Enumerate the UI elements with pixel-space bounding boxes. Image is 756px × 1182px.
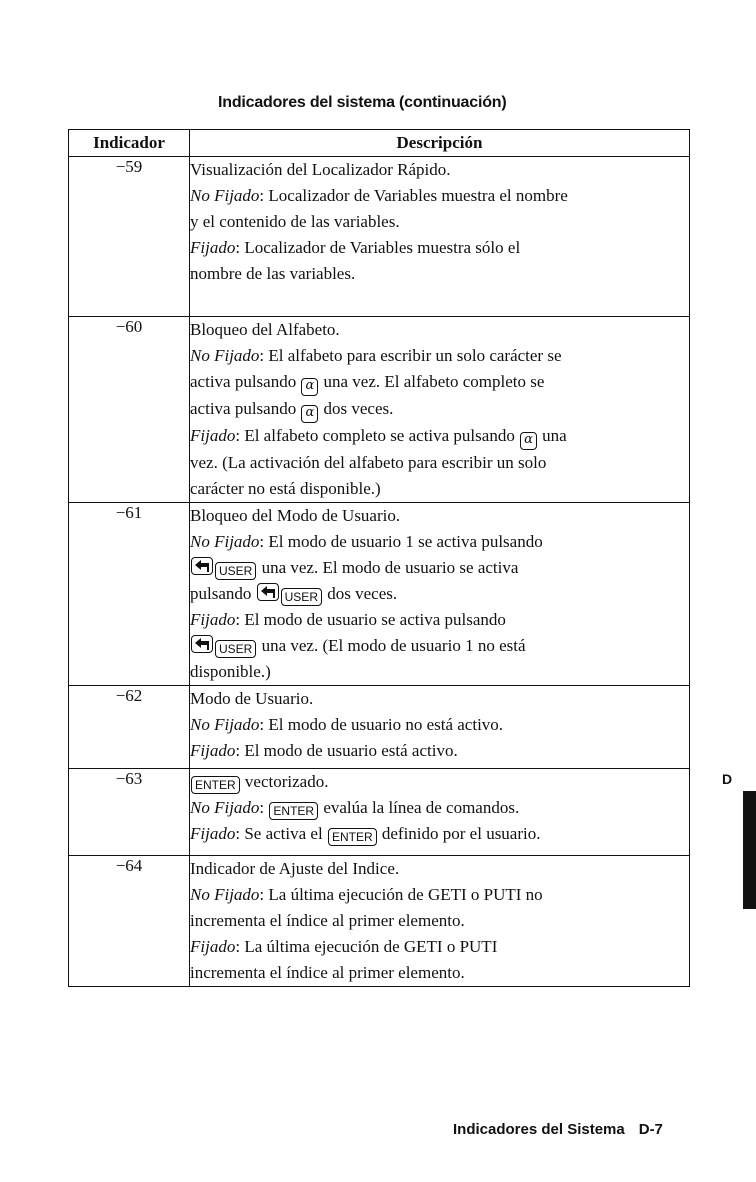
set-label: Fijado (190, 937, 236, 956)
page-title: Indicadores del sistema (continuación) (218, 94, 507, 111)
left-shift-arrow-icon (191, 635, 213, 653)
enter-key: ENTER (191, 776, 240, 794)
text-span: dos veces. (323, 399, 394, 418)
flag-number: −61 (69, 503, 190, 686)
table-row (69, 157, 690, 317)
not-set-label: No Fijado (190, 346, 260, 365)
not-set-text: Localizador de Variables muestra el nombre (268, 186, 568, 205)
set-text: La última ejecución de GETI o PUTI (244, 937, 498, 956)
footer-section-title: Indicadores del Sistema (453, 1121, 625, 1138)
flag-title-line (190, 769, 689, 795)
text-span: una vez. (El modo de usuario 1 no está (261, 636, 526, 655)
alpha-key: α (520, 432, 537, 450)
set-label: Fijado (190, 824, 236, 843)
flag-title: Visualización del Localizador Rápido. (190, 160, 451, 179)
flag-number: −60 (69, 317, 190, 503)
set-line: Fijado: Se activa el ENTER definido por el usuario. (190, 824, 541, 844)
text-span: una vez. El modo de usuario se activa (261, 558, 519, 577)
not-set-line: No Fijado: ENTER evalúa la línea de comandos. (190, 798, 520, 818)
flag-title: vectorizado. (244, 772, 329, 791)
header-description: Descripción (190, 130, 690, 157)
enter-key: ENTER (328, 828, 377, 846)
flag-title: Bloqueo del Modo de Usuario. (190, 506, 401, 525)
flag-description (190, 856, 690, 987)
not-set-line: No Fijado: El alfabeto para escribir un solo carácter se (190, 346, 562, 365)
not-set-line (190, 396, 689, 423)
table-row (69, 686, 690, 769)
text-span: dos veces. (327, 584, 398, 603)
not-set-line: No Fijado: Localizador de Variables muestra el nombre (190, 186, 568, 205)
not-set-line (190, 555, 689, 581)
set-label: Fijado (190, 610, 236, 629)
set-text: Se activa el (244, 824, 323, 843)
text-span: una (542, 426, 567, 445)
set-line: Fijado: El modo de usuario se activa pulsando (190, 610, 506, 629)
left-shift-arrow-icon (257, 583, 279, 601)
enter-key: ENTER (269, 802, 318, 820)
section-tab-marker (743, 791, 756, 909)
text-span: activa pulsando (190, 399, 297, 418)
user-key: USER (281, 588, 322, 606)
table-row (69, 856, 690, 987)
set-label: Fijado (190, 426, 236, 445)
not-set-label: No Fijado (190, 885, 260, 904)
set-text: Localizador de Variables muestra sólo el (244, 238, 521, 257)
not-set-text: El modo de usuario 1 se activa pulsando (268, 532, 543, 551)
table-row (69, 769, 690, 856)
left-shift-arrow-icon (191, 557, 213, 575)
not-set-line: No Fijado: El modo de usuario 1 se activa pulsando (190, 532, 543, 551)
not-set-line: No Fijado: La última ejecución de GETI o PUTI no (190, 885, 543, 904)
set-line: carácter no está disponible.) (190, 479, 381, 498)
table-row (69, 317, 690, 503)
not-set-label: No Fijado (190, 715, 260, 734)
set-text: El alfabeto completo se activa pulsando (244, 426, 515, 445)
flag-description (190, 769, 690, 856)
set-line: Fijado: Localizador de Variables muestra sólo el (190, 238, 521, 257)
flags-table (68, 129, 690, 987)
set-line: Fijado: La última ejecución de GETI o PUTI (190, 937, 498, 956)
not-set-label: No Fijado (190, 798, 260, 817)
text-span: pulsando (190, 584, 252, 603)
set-line: Fijado: El modo de usuario está activo. (190, 741, 458, 760)
flag-description (190, 686, 690, 769)
flag-number: −63 (69, 769, 190, 856)
not-set-line: No Fijado: El modo de usuario no está activo. (190, 715, 504, 734)
not-set-label: No Fijado (190, 532, 260, 551)
not-set-label: No Fijado (190, 186, 260, 205)
not-set-line (190, 369, 689, 396)
alpha-key: α (301, 405, 318, 423)
user-key: USER (215, 640, 256, 658)
set-text: El modo de usuario está activo. (244, 741, 458, 760)
header-flag: Indicador (69, 130, 190, 157)
not-set-line: incrementa el índice al primer elemento. (190, 911, 465, 930)
flag-description (190, 503, 690, 686)
not-set-line: y el contenido de las variables. (190, 212, 400, 231)
text-span: definido por el usuario. (381, 824, 541, 843)
flag-description (190, 317, 690, 503)
set-label: Fijado (190, 741, 236, 760)
not-set-line (190, 581, 689, 607)
flag-title: Indicador de Ajuste del Indice. (190, 859, 400, 878)
set-line: nombre de las variables. (190, 264, 356, 283)
set-text: El modo de usuario se activa pulsando (244, 610, 506, 629)
set-line: incrementa el índice al primer elemento. (190, 963, 465, 982)
not-set-text: El modo de usuario no está activo. (268, 715, 504, 734)
set-label: Fijado (190, 238, 236, 257)
flag-title: Bloqueo del Alfabeto. (190, 320, 340, 339)
page-number: D-7 (638, 1121, 663, 1138)
set-line (190, 633, 689, 659)
flag-number: −64 (69, 856, 190, 987)
flag-title: Modo de Usuario. (190, 689, 314, 708)
flag-number: −62 (69, 686, 190, 769)
not-set-text: evalúa la línea de comandos. (323, 798, 520, 817)
not-set-text: La última ejecución de GETI o PUTI no (268, 885, 543, 904)
flag-description (190, 157, 690, 317)
alpha-key: α (301, 378, 318, 396)
set-line: vez. (La activación del alfabeto para escribir un solo (190, 453, 547, 472)
text-span: activa pulsando (190, 372, 297, 391)
not-set-text: El alfabeto para escribir un solo carácter se (268, 346, 562, 365)
table-header-row (69, 130, 690, 157)
set-line: disponible.) (190, 662, 271, 681)
text-span: una vez. El alfabeto completo se (323, 372, 545, 391)
table-row (69, 503, 690, 686)
user-key: USER (215, 562, 256, 580)
section-tab-letter: D (722, 771, 733, 787)
page-footer (453, 1121, 663, 1138)
set-line: Fijado: El alfabeto completo se activa pulsando α una (190, 423, 689, 450)
flag-number: −59 (69, 157, 190, 317)
